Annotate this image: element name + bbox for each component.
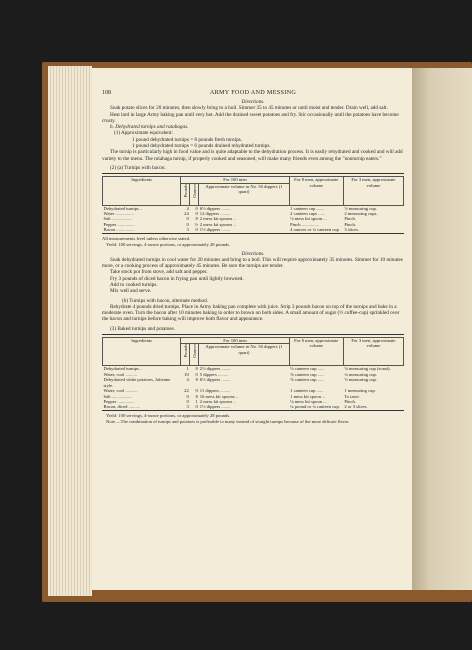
directions-2-line-2: Fry 3 pounds of diced bacon in frying pan until lightly browned.: [110, 275, 244, 282]
three-men-cell: To taste.: [344, 393, 360, 399]
col-8-men: For 8 men, approximate volume: [289, 338, 343, 366]
pounds-cell: 1: [186, 366, 189, 372]
ounces-cell: 0: [195, 404, 198, 410]
running-head: ARMY FOOD AND MESSING: [209, 89, 297, 96]
equivalent-line-1: 1 pound dehydrated turnips = 8 pounds fresh turnips.: [132, 136, 242, 143]
volume-cell: 6½ dippers ........: [199, 377, 231, 383]
three-men-cell: ½ measuring cup.: [344, 205, 377, 211]
volume-cell: 2 mess kit spoons ..: [199, 398, 236, 404]
page-number: 108: [102, 90, 111, 96]
eight-men-cell: 1 canteen cup ......: [290, 388, 324, 394]
three-men-cell: Pinch.: [344, 216, 356, 222]
page-edges: [48, 66, 92, 596]
ounces-cell: 0: [195, 211, 198, 217]
section-heading-h: h. Dehydrated turnips and rutabagas.: [110, 124, 189, 131]
pounds-cell: 3: [186, 227, 189, 233]
page-content: [102, 90, 404, 425]
col-pounds: Pounds: [182, 344, 188, 359]
eight-men-cell: Pinch ...............: [290, 221, 319, 227]
ingredient-cell: Bacon, diced ..........: [103, 404, 141, 410]
col-ingredients: Ingredients: [103, 177, 181, 205]
volume-cell: 2 mess kit spoons ..: [199, 221, 236, 227]
three-men-cell: 2 or 3 slices.: [344, 404, 368, 410]
volume-cell: 2½ dippers ........: [199, 366, 231, 372]
directions-2-line-1: Take stock pot from stove, add salt and pepper.: [110, 269, 208, 276]
ingredient-cell: Water, cool ..........: [103, 371, 138, 377]
eight-men-cell: ⅛ canteen cup ......: [290, 366, 325, 372]
col-group-100-men: For 100 men: [181, 177, 289, 183]
approx-equivalent-heading: (1) Approximate equivalent:: [114, 130, 173, 137]
pounds-cell: 4: [186, 205, 189, 211]
col-3-men: For 3 men, approximate volume: [343, 177, 403, 205]
equivalent-line-2: 1 pound dehydrated turnips = 6 pounds drained rehydrated turnips.: [132, 143, 271, 150]
page-header: [102, 90, 404, 99]
ounces-cell: 0: [195, 371, 198, 377]
three-men-cell: 2 measuring cups.: [344, 211, 378, 217]
table2-note-1: Yield: 100 servings, 4-ounce portions, or approximately 28 pounds.: [106, 412, 231, 418]
col-volume: Approximate volume in No. 56 dippers (1 quart): [199, 183, 289, 205]
directions-paragraph-1: Soak potato slices for 20 minutes, then slowly bring to a boil. Simmer 35 to 45 minutes or until moist and tender. Drain well, add salt.: [110, 105, 388, 112]
eight-men-cell: ¼ pound or ¼ canteen cup.: [290, 404, 340, 410]
pounds-cell: 3: [186, 404, 189, 410]
pounds-cell: 0: [186, 393, 189, 399]
ounces-cell: 8: [195, 366, 198, 372]
recipe-table-1: [102, 173, 404, 233]
col-group-100-men: For 100 men: [181, 338, 289, 344]
three-men-cell: 1 measuring cup.: [344, 388, 376, 394]
eight-men-cell: 1 mess kit spoon ...: [290, 393, 326, 399]
directions-heading-1: Directions.: [241, 99, 265, 105]
table-row: [103, 227, 404, 232]
ounces-cell: 8: [195, 216, 198, 222]
ounces-cell: 0: [195, 227, 198, 233]
col-volume: Approximate volume in No. 56 dippers (1 quart): [199, 344, 289, 366]
recipe-heading-2b: (b) Turnips with bacon, alternate method.: [122, 297, 209, 304]
turnip-paragraph: The turnip is particularly high in food value and is quite adaptable to the dehydration process. It is easily rehydrated and cooked and will add variety to the menu. The rutabaga turnip, if properly cooked and seasoned, will make many friends even among the "nonturnip eaters.": [102, 149, 403, 162]
ounces-cell: 8: [195, 377, 198, 383]
three-men-cell: Pinch.: [344, 221, 356, 227]
table2-note-2: Note.—The combination of turnips and potatoes is preferable to many instead of straight turnips because of the more delicate flavor.: [106, 419, 350, 425]
pounds-cell: 24: [184, 211, 189, 217]
ingredient-cell: Water ................: [103, 211, 134, 217]
eight-men-cell: 2 canteen cups ......: [290, 211, 326, 217]
volume-cell: 1½ dippers ........: [199, 404, 231, 410]
facing-page: [412, 68, 472, 590]
volume-cell: 1½ dippers ........: [199, 227, 231, 233]
volume-cell: 16 mess kit spoons ..: [199, 393, 239, 399]
eight-men-cell: ⅞ canteen cup ......: [290, 377, 325, 383]
directions-2-paragraph: Soak dehydrated turnips in cool water for 20 minutes and bring to a boil. This will require approximately 35 minutes. Simmer for 10 minutes more, or a cooking process of approximately 45 minutes. Be sure the turnips are tender.: [102, 256, 403, 270]
table-row: [103, 377, 404, 388]
ingredient-cell: Dehydrated turnips ..: [103, 205, 143, 211]
ingredient-cell: Salt ..................: [103, 216, 133, 222]
eight-men-cell: ⅛ mess kit spoon ...: [290, 216, 327, 222]
ounces-cell: 1: [195, 398, 198, 404]
col-3-men: For 3 men, approximate volume: [343, 338, 403, 366]
eight-men-cell: 1 canteen cup .......: [290, 205, 325, 211]
table-row: [103, 404, 404, 409]
pounds-cell: 10: [184, 371, 189, 377]
three-men-cell: Pinch.: [344, 398, 356, 404]
eight-men-cell: ⅛ mess kit spoon ...: [290, 398, 327, 404]
ingredient-cell: Water, cool ..........: [103, 388, 138, 394]
ingredient-cell: Salt ..................: [103, 393, 133, 399]
volume-cell: 11 dippers .........: [199, 388, 231, 394]
recipe-table-2: [102, 334, 404, 411]
table1-note-1: All measurements level unless otherwise stated.: [102, 235, 191, 241]
col-ounces: Ounces: [191, 344, 197, 359]
three-men-cell: ¼ measuring cup.: [344, 371, 377, 377]
recipe-heading-2a: (2) (a) Turnips with bacon.: [110, 164, 166, 171]
col-ingredients: Ingredients: [103, 338, 181, 366]
eight-men-cell: ⅞ canteen cup ......: [290, 371, 325, 377]
volume-cell: 12 dippers .........: [199, 211, 231, 217]
ounces-cell: ½: [194, 221, 198, 227]
three-men-cell: ⅓ measuring cup.: [344, 377, 377, 383]
pounds-cell: 0: [186, 398, 189, 404]
pounds-cell: 0: [186, 216, 189, 222]
ingredient-cell: Dehydrated white potatoes, Julienne style.: [103, 377, 171, 388]
volume-cell: 6½ dippers ........: [199, 205, 231, 211]
volume-cell: 5 dippers .........: [199, 371, 229, 377]
ingredient-cell: Bacon ................: [103, 227, 135, 233]
pounds-cell: 0: [186, 221, 189, 227]
recipe-heading-3: (3) Baked turnips and potatoes.: [110, 325, 175, 332]
three-men-cell: 3 slices.: [344, 227, 360, 233]
ounces-cell: 8: [195, 393, 198, 399]
col-pounds: Pounds: [182, 183, 188, 198]
pounds-cell: 22: [184, 388, 189, 394]
ingredient-cell: Dehydrated turnips ..: [103, 366, 143, 372]
ingredient-cell: Pepper ...............: [103, 221, 135, 227]
directions-heading-2: Directions.: [241, 250, 265, 257]
eight-men-cell: 4 ounces or ¼ canteen cup: [290, 227, 339, 233]
pounds-cell: 4: [186, 377, 189, 383]
three-men-cell: ⅛ measuring cup (scant).: [344, 366, 391, 372]
table1-note-2: Yield: 100 servings, 4-ounce portions, or approximately 28 pounds.: [106, 242, 231, 248]
col-ounces: Ounces: [191, 183, 197, 198]
directions-2-line-4: Mix well and serve.: [110, 288, 152, 295]
directions-paragraph-2: Heat lard in large Army baking pan until very hot. Add the drained sweet potatoes and fry. Stir occasionally until the potatoes have become crusty.: [102, 111, 399, 124]
ingredient-cell: Pepper ...............: [103, 398, 135, 404]
book-page: [92, 68, 412, 590]
directions-2-line-3: Add to cooked turnips.: [110, 282, 158, 288]
volume-cell: 2 mess kit spoons ..: [199, 216, 236, 222]
ounces-cell: 0: [195, 205, 198, 211]
col-8-men: For 8 men, approximate volume: [289, 177, 343, 205]
ounces-cell: 0: [195, 388, 198, 394]
recipe-2b-text: Rehydrate 4 pounds dried turnips. Place in Army baking pan complete with juice. Strip 3 pounds bacon on top of the turnips and bake in a moderate oven. Turn the bacon after 10 minutes baking in order to brown on both sides. A small amount of sugar (½ coffee-cup) sprinkled over the bacon and turnips before baking will improve both flavor and appearance.: [102, 303, 400, 323]
